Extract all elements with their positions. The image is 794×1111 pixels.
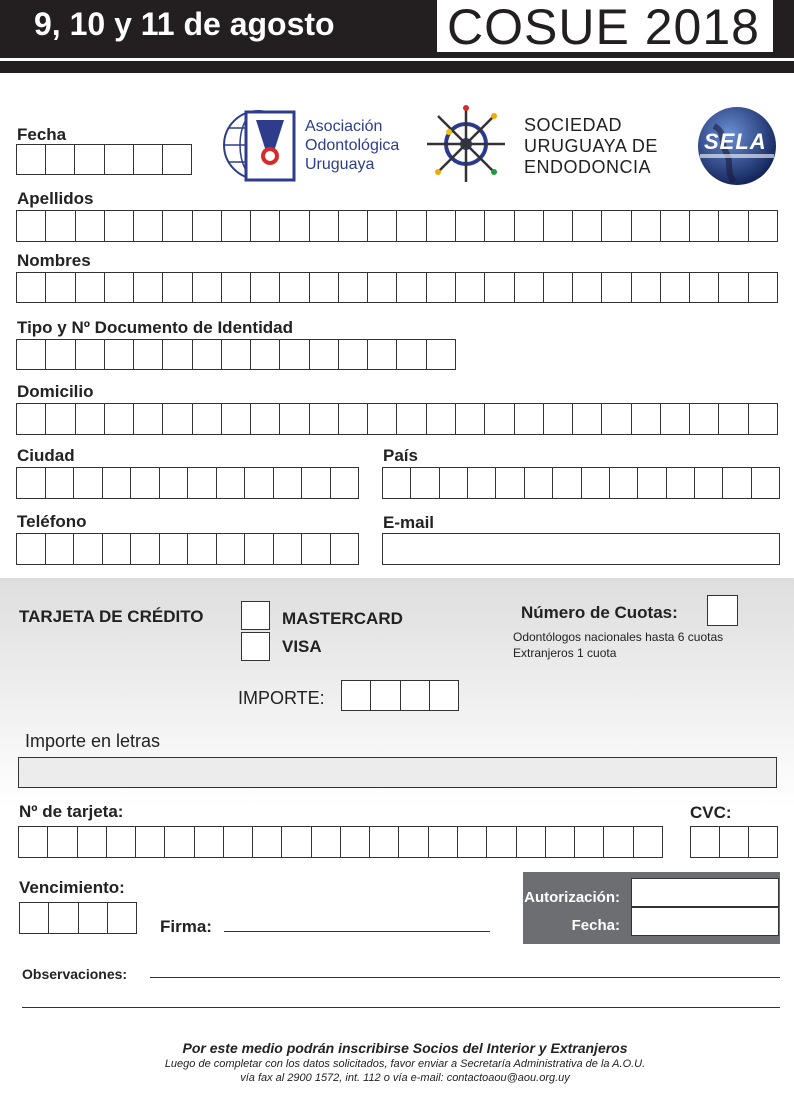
- tarjeta-label: TARJETA DE CRÉDITO: [19, 607, 204, 626]
- char-box[interactable]: [456, 211, 485, 241]
- char-box[interactable]: [458, 827, 487, 857]
- footer-line-1: Por este medio podrán inscribirse Socios del Interior y Extranjeros: [182, 1040, 628, 1056]
- char-box[interactable]: [661, 404, 690, 434]
- char-box[interactable]: [17, 404, 46, 434]
- char-box[interactable]: [245, 468, 274, 498]
- char-box[interactable]: [638, 468, 666, 498]
- char-box[interactable]: [193, 211, 222, 241]
- char-box[interactable]: [690, 211, 719, 241]
- char-box[interactable]: [544, 404, 573, 434]
- char-box[interactable]: [602, 273, 631, 302]
- cvc-label: CVC:: [690, 803, 732, 822]
- char-box[interactable]: [517, 827, 546, 857]
- char-box[interactable]: [573, 273, 602, 302]
- char-box[interactable]: [108, 903, 137, 933]
- char-box[interactable]: [17, 340, 46, 369]
- char-box[interactable]: [222, 340, 251, 369]
- char-box[interactable]: [440, 468, 468, 498]
- sela-name: SELA: [704, 129, 767, 154]
- domicilio-label: Domicilio: [17, 382, 94, 401]
- char-box[interactable]: [17, 273, 46, 302]
- char-box[interactable]: [468, 468, 496, 498]
- footer-line-3: vía fax al 2900 1572, int. 112 o vía e-mail: contactoaou@aou.org.uy: [240, 1072, 570, 1084]
- char-box[interactable]: [134, 340, 163, 369]
- domicilio-field[interactable]: [16, 403, 778, 435]
- char-box[interactable]: [485, 273, 514, 302]
- autorizacion-field[interactable]: [631, 878, 779, 907]
- char-box[interactable]: [105, 404, 134, 434]
- char-box[interactable]: [341, 827, 370, 857]
- char-box[interactable]: [134, 273, 163, 302]
- ship-wheel-icon: [423, 104, 509, 184]
- char-box[interactable]: [456, 404, 485, 434]
- char-box[interactable]: [134, 211, 163, 241]
- char-box[interactable]: [131, 468, 160, 498]
- nombres-label: Nombres: [17, 251, 91, 270]
- char-box[interactable]: [103, 468, 132, 498]
- char-box[interactable]: [371, 681, 400, 710]
- char-box[interactable]: [46, 145, 75, 174]
- char-box[interactable]: [165, 827, 194, 857]
- char-box[interactable]: [368, 340, 397, 369]
- ciudad-field[interactable]: [16, 467, 359, 499]
- observaciones-line-1[interactable]: [150, 977, 780, 978]
- char-box[interactable]: [525, 468, 553, 498]
- vencimiento-field[interactable]: [19, 902, 137, 934]
- char-box[interactable]: [430, 681, 459, 710]
- char-box[interactable]: [78, 827, 107, 857]
- email-field[interactable]: [382, 533, 780, 565]
- aou-name: Asociación Odontológica Uruguaya: [305, 118, 400, 173]
- event-title: COSUE 2018: [447, 0, 760, 55]
- telefono-label: Teléfono: [17, 512, 87, 531]
- pais-label: País: [383, 446, 418, 465]
- char-box[interactable]: [342, 681, 371, 710]
- char-box[interactable]: [515, 211, 544, 241]
- importe-letras-field[interactable]: [18, 757, 777, 788]
- aou-emblem-icon: [220, 108, 296, 182]
- char-box[interactable]: [573, 211, 602, 241]
- char-box[interactable]: [48, 827, 77, 857]
- char-box[interactable]: [368, 404, 397, 434]
- char-box[interactable]: [515, 273, 544, 302]
- apellidos-field[interactable]: [16, 210, 778, 242]
- num-tarjeta-label: Nº de tarjeta:: [19, 802, 124, 821]
- fecha-label: Fecha: [17, 125, 67, 144]
- char-box[interactable]: [136, 827, 165, 857]
- visa-label: VISA: [282, 637, 322, 656]
- char-box[interactable]: [487, 827, 516, 857]
- char-box[interactable]: [107, 827, 136, 857]
- telefono-field[interactable]: [16, 533, 359, 565]
- char-box[interactable]: [632, 211, 661, 241]
- char-box[interactable]: [752, 468, 780, 498]
- char-box[interactable]: [46, 468, 75, 498]
- char-box[interactable]: [310, 211, 339, 241]
- char-box[interactable]: [251, 273, 280, 302]
- mastercard-label: MASTERCARD: [282, 609, 403, 628]
- char-box[interactable]: [280, 273, 309, 302]
- char-box[interactable]: [217, 468, 246, 498]
- char-box[interactable]: [749, 827, 778, 857]
- char-box[interactable]: [546, 827, 575, 857]
- char-box[interactable]: [17, 145, 46, 174]
- header-rule: [0, 58, 794, 61]
- char-box[interactable]: [105, 273, 134, 302]
- mastercard-checkbox[interactable]: [241, 601, 270, 630]
- char-box[interactable]: [544, 211, 573, 241]
- char-box[interactable]: [46, 340, 75, 369]
- char-box[interactable]: [667, 468, 695, 498]
- char-box[interactable]: [302, 534, 331, 564]
- char-box[interactable]: [193, 340, 222, 369]
- char-box[interactable]: [582, 468, 610, 498]
- char-box[interactable]: [427, 273, 456, 302]
- char-box[interactable]: [46, 534, 75, 564]
- documento-field[interactable]: [16, 339, 456, 370]
- char-box[interactable]: [661, 211, 690, 241]
- char-box[interactable]: [719, 404, 748, 434]
- char-box[interactable]: [397, 404, 426, 434]
- char-box[interactable]: [160, 534, 189, 564]
- char-box[interactable]: [46, 211, 75, 241]
- observaciones-line-2[interactable]: [22, 1007, 780, 1008]
- char-box[interactable]: [719, 211, 748, 241]
- visa-checkbox[interactable]: [241, 632, 270, 661]
- char-box[interactable]: [163, 145, 192, 174]
- char-box[interactable]: [397, 340, 426, 369]
- char-box[interactable]: [222, 273, 251, 302]
- char-box[interactable]: [76, 211, 105, 241]
- firma-label: Firma:: [160, 917, 212, 936]
- char-box[interactable]: [17, 534, 46, 564]
- char-box[interactable]: [690, 404, 719, 434]
- char-box[interactable]: [134, 145, 163, 174]
- char-box[interactable]: [103, 534, 132, 564]
- char-box[interactable]: [75, 145, 104, 174]
- char-box[interactable]: [74, 468, 103, 498]
- char-box[interactable]: [251, 211, 280, 241]
- char-box[interactable]: [661, 273, 690, 302]
- char-box[interactable]: [49, 903, 78, 933]
- nombres-field[interactable]: [16, 272, 778, 303]
- char-box[interactable]: [224, 827, 253, 857]
- char-box[interactable]: [749, 404, 778, 434]
- char-box[interactable]: [20, 903, 49, 933]
- vencimiento-label: Vencimiento:: [19, 878, 125, 897]
- char-box[interactable]: [163, 211, 192, 241]
- char-box[interactable]: [222, 211, 251, 241]
- char-box[interactable]: [280, 404, 309, 434]
- email-label: E-mail: [383, 513, 435, 532]
- char-box[interactable]: [602, 404, 631, 434]
- importe-field[interactable]: [341, 680, 459, 711]
- char-box[interactable]: [749, 211, 778, 241]
- fecha-auth-field[interactable]: [631, 907, 779, 936]
- char-box[interactable]: [76, 273, 105, 302]
- apellidos-label: Apellidos: [17, 189, 94, 208]
- char-box[interactable]: [370, 827, 399, 857]
- char-box[interactable]: [331, 468, 360, 498]
- char-box[interactable]: [427, 211, 456, 241]
- footer-line-2: Luego de completar con los datos solicitados, favor enviar a Secretaría Administrativa de la A.O.U.: [164, 1058, 646, 1070]
- autorizacion-label: Autorización:: [524, 889, 620, 906]
- char-box[interactable]: [193, 404, 222, 434]
- char-box[interactable]: [163, 404, 192, 434]
- char-box[interactable]: [195, 827, 224, 857]
- char-box[interactable]: [339, 211, 368, 241]
- char-box[interactable]: [222, 404, 251, 434]
- char-box[interactable]: [251, 404, 280, 434]
- char-box[interactable]: [251, 340, 280, 369]
- char-box[interactable]: [719, 273, 748, 302]
- char-box[interactable]: [160, 468, 189, 498]
- char-box[interactable]: [632, 273, 661, 302]
- char-box[interactable]: [610, 468, 638, 498]
- char-box[interactable]: [383, 468, 411, 498]
- char-box[interactable]: [368, 273, 397, 302]
- char-box[interactable]: [544, 273, 573, 302]
- char-box[interactable]: [105, 211, 134, 241]
- observaciones-label: Observaciones:: [22, 966, 128, 982]
- char-box[interactable]: [427, 340, 456, 369]
- char-box[interactable]: [134, 404, 163, 434]
- char-box[interactable]: [17, 468, 46, 498]
- char-box[interactable]: [456, 273, 485, 302]
- char-box[interactable]: [188, 468, 217, 498]
- char-box[interactable]: [720, 827, 749, 857]
- char-box[interactable]: [632, 404, 661, 434]
- char-box[interactable]: [397, 273, 426, 302]
- fecha-auth-label: Fecha:: [571, 917, 620, 934]
- char-box[interactable]: [76, 404, 105, 434]
- char-box[interactable]: [602, 211, 631, 241]
- char-box[interactable]: [634, 827, 663, 857]
- cuotas-note-1: Odontólogos nacionales hasta 6 cuotas: [513, 630, 724, 644]
- pais-field[interactable]: [382, 467, 780, 499]
- char-box[interactable]: [46, 273, 75, 302]
- char-box[interactable]: [245, 534, 274, 564]
- char-box[interactable]: [515, 404, 544, 434]
- ciudad-label: Ciudad: [17, 446, 75, 465]
- char-box[interactable]: [331, 534, 360, 564]
- char-box[interactable]: [604, 827, 633, 857]
- char-box[interactable]: [282, 827, 311, 857]
- char-box[interactable]: [79, 903, 108, 933]
- char-box[interactable]: [339, 273, 368, 302]
- char-box[interactable]: [163, 340, 192, 369]
- char-box[interactable]: [401, 681, 430, 710]
- documento-label: Tipo y Nº Documento de Identidad: [17, 318, 294, 337]
- char-box[interactable]: [399, 827, 428, 857]
- char-box[interactable]: [188, 534, 217, 564]
- importe-label: IMPORTE:: [238, 688, 325, 708]
- fecha-field[interactable]: [16, 144, 192, 175]
- char-box[interactable]: [429, 827, 458, 857]
- char-box[interactable]: [575, 827, 604, 857]
- char-box[interactable]: [749, 273, 778, 302]
- char-box[interactable]: [496, 468, 524, 498]
- char-box[interactable]: [163, 273, 192, 302]
- char-box[interactable]: [310, 404, 339, 434]
- char-box[interactable]: [368, 211, 397, 241]
- char-box[interactable]: [485, 211, 514, 241]
- firma-line[interactable]: [224, 931, 490, 932]
- char-box[interactable]: [310, 340, 339, 369]
- char-box[interactable]: [274, 468, 303, 498]
- char-box[interactable]: [280, 211, 309, 241]
- event-dates: 9, 10 y 11 de agosto: [34, 6, 335, 42]
- cuotas-field[interactable]: [707, 595, 738, 626]
- importe-letras-label: Importe en letras: [25, 731, 161, 751]
- char-box[interactable]: [193, 273, 222, 302]
- char-box[interactable]: [280, 340, 309, 369]
- char-box[interactable]: [74, 534, 103, 564]
- char-box[interactable]: [131, 534, 160, 564]
- char-box[interactable]: [485, 404, 514, 434]
- char-box[interactable]: [312, 827, 341, 857]
- char-box[interactable]: [339, 340, 368, 369]
- char-box[interactable]: [695, 468, 723, 498]
- char-box[interactable]: [46, 404, 75, 434]
- num-tarjeta-field[interactable]: [18, 826, 663, 858]
- char-box[interactable]: [105, 340, 134, 369]
- char-box[interactable]: [76, 340, 105, 369]
- char-box[interactable]: [253, 827, 282, 857]
- char-box[interactable]: [217, 534, 246, 564]
- char-box[interactable]: [302, 468, 331, 498]
- char-box[interactable]: [274, 534, 303, 564]
- char-box[interactable]: [17, 211, 46, 241]
- char-box[interactable]: [19, 827, 48, 857]
- char-box[interactable]: [339, 404, 368, 434]
- char-box[interactable]: [691, 827, 720, 857]
- char-box[interactable]: [310, 273, 339, 302]
- char-box[interactable]: [723, 468, 751, 498]
- sue-name: SOCIEDAD URUGUAYA DE ENDODONCIA: [524, 115, 658, 177]
- char-box[interactable]: [553, 468, 581, 498]
- char-box[interactable]: [397, 211, 426, 241]
- cuotas-label: Número de Cuotas:: [521, 603, 678, 622]
- char-box[interactable]: [105, 145, 134, 174]
- sela-logo: [696, 102, 778, 190]
- cvc-field[interactable]: [690, 826, 778, 858]
- cuotas-note-2: Extranjeros 1 cuota: [513, 646, 617, 660]
- char-box[interactable]: [573, 404, 602, 434]
- char-box[interactable]: [411, 468, 439, 498]
- char-box[interactable]: [690, 273, 719, 302]
- char-box[interactable]: [427, 404, 456, 434]
